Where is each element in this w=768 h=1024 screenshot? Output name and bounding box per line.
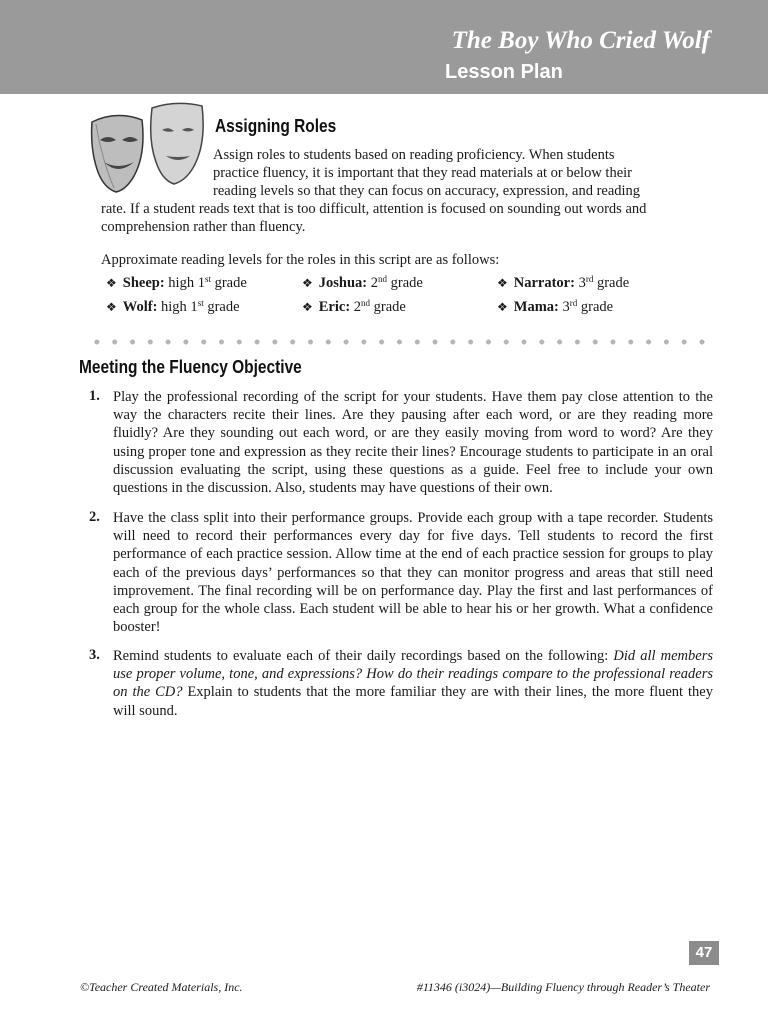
roles-row xyxy=(0,299,768,319)
theater-masks-icon xyxy=(88,100,206,196)
levels-intro: Approximate reading levels for the roles in this script are as follows: xyxy=(101,252,500,268)
role-item: ❖ Wolf: high 1st grade xyxy=(106,298,240,315)
footer-book-title: #11346 (i3024)—Building Fluency through Reader’s Theater xyxy=(416,980,710,994)
paragraph-line: reading levels so that they can focus on accuracy, expression, and reading xyxy=(213,183,641,199)
item-number: 3. xyxy=(89,647,100,663)
paragraph-line: Assign roles to students based on reading proficiency. When students xyxy=(213,147,615,163)
page-number: 47 xyxy=(689,941,719,965)
role-item: ❖ Sheep: high 1st grade xyxy=(106,274,247,291)
paragraph-line: practice fluency, it is important that they read materials at or below their xyxy=(213,165,632,181)
header-band xyxy=(0,0,768,94)
role-item: ❖ Joshua: 2nd grade xyxy=(302,274,423,291)
item-text: Play the professional recording of the script for your students. Have them pay close attention to the way the characters recite their lines. Are they pausing after each word, or are they reading more fluidly? Are they sounding out each word, or are they easily moving from word to word? Are they using proper tone and expression as they recite their lines? Encourage students to participate in an oral discussion evaluating the script, using these questions as a guide. Feel free to include your own questions in the discussion. Also, students may have questions of their own. xyxy=(113,389,713,497)
roles-row xyxy=(0,275,768,295)
paragraph-line: comprehension rather than fluency. xyxy=(101,219,306,235)
fluency-objective-heading: Meeting the Fluency Objective xyxy=(79,357,302,377)
role-item: ❖ Narrator: 3rd grade xyxy=(497,274,630,291)
role-item: ❖ Eric: 2nd grade xyxy=(302,298,406,315)
item-text: Have the class split into their performance groups. Provide each group with a tape recorder. Students will need to record their performances every day for five days. Tell students to record the first performance of each practice session. Allow time at the end of each practice session for groups to play each of the previous days’ performances so that they can monitor progress and areas that still need improvement. The final recording will be on performance day. Play the first and last performances of each group for the whole class. Each student will be able to hear his or her growth. What a confidence booster! xyxy=(113,510,713,636)
role-item: ❖ Mama: 3rd grade xyxy=(497,298,614,315)
lesson-subtitle: Lesson Plan xyxy=(445,61,563,83)
assigning-roles-heading: Assigning Roles xyxy=(215,116,337,136)
paragraph-line: rate. If a student reads text that is too difficult, attention is focused on sounding out words and xyxy=(101,201,647,217)
lesson-title: The Boy Who Cried Wolf xyxy=(451,27,710,54)
item-text: Remind students to evaluate each of their daily recordings based on the following: Did all members use proper volume, tone, and expressions? How do their readings compare to the professional readers on the CD? Explain to students that the more familiar they are with their lines, the more fluent they will sound. xyxy=(113,648,713,719)
item-number: 1. xyxy=(89,388,100,404)
item-number: 2. xyxy=(89,509,100,525)
dotted-divider xyxy=(88,339,712,345)
footer-copyright: ©Teacher Created Materials, Inc. xyxy=(80,980,243,994)
